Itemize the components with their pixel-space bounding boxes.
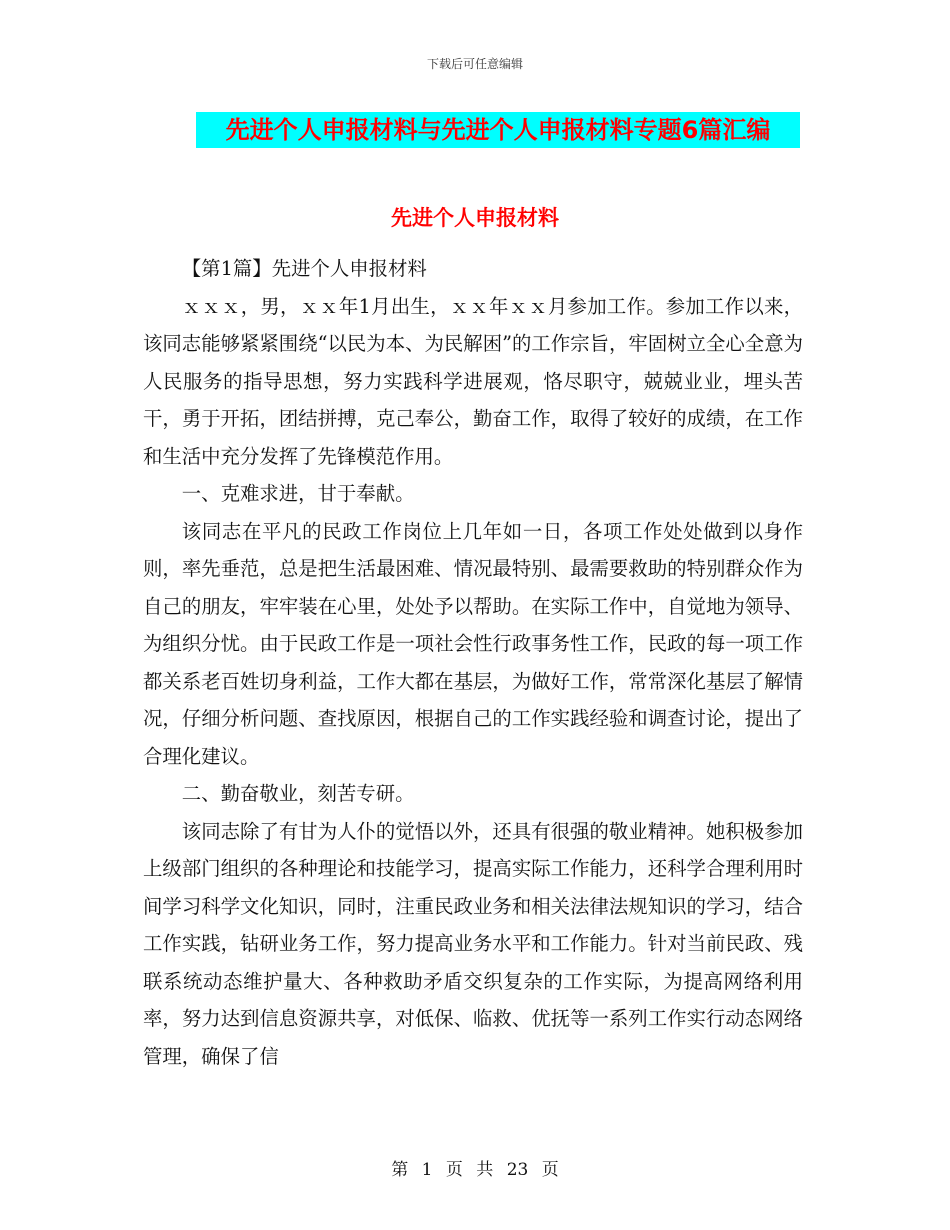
footer-label-total: 共: [476, 1160, 494, 1180]
page-footer: [0, 1155, 950, 1180]
section-heading: 一、克难求进，甘于奉献。: [181, 482, 415, 505]
footer-label-unit: 页: [445, 1160, 463, 1180]
paragraph: 该同志除了有甘为人仆的觉悟以外，还具有很强的敬业精神。她积极参加上级部门组织的各种理论和技能学习，提高实际工作能力，还科学合理利用时间学习科学文化知识，同时，注重民政业务和相关法律法规知识的学习，结合工作实践，钻研业务工作，努力提高业务水平和工作能力。针对当前民政、残联系统动态维护量大、各种救助矛盾交织复杂的工作实际，为提高网络利用率，努力达到信息资源共享，对低保、临救、优抚等一系列工作实行动态网络管理，确保了信: [143, 819, 803, 1068]
section-title: 先进个人申报材料: [391, 206, 559, 230]
paragraph: 该同志在平凡的民政工作岗位上几年如一日，各项工作处处做到以身作则，率先垂范，总是把生活最困难、情况最特别、最需要救助的特别群众作为自己的朋友，牢牢装在心里，处处予以帮助。在实际工作中，自觉地为领导、为组织分忧。由于民政工作是一项社会性行政事务性工作，民政的每一项工作都关系老百姓切身利益，工作大都在基层，为做好工作，常常深化基层了解情况，仔细分析问题、查找原因，根据自己的工作实践经验和调查讨论，提出了合理化建议。: [143, 519, 803, 768]
document-body: [143, 250, 803, 1075]
header-note: 下载后可任意编辑: [426, 57, 523, 71]
paragraph: ｘｘｘ，男，ｘｘ年1月出生，ｘｘ年ｘｘ月参加工作。参加工作以来，该同志能够紧紧围绕“以民为本、为民解困”的工作宗旨，牢固树立全心全意为人民服务的指导思想，努力实践科学进展观，恪尽职守，兢兢业业，埋头苦干，勇于开拓，团结拼搏，克己奉公，勤奋工作，取得了较好的成绩，在工作和生活中充分发挥了先锋模范作用。: [143, 294, 803, 468]
footer-label-unit2: 页: [541, 1160, 559, 1180]
footer-label-page: 第: [391, 1160, 409, 1180]
section-heading: 二、勤奋敬业，刻苦专研。: [181, 782, 415, 805]
total-pages-number: 23: [506, 1160, 529, 1180]
main-title: 先进个人申报材料与先进个人申报材料专题6篇汇编: [196, 112, 800, 148]
chapter-heading: 【第1篇】先进个人申报材料: [181, 257, 427, 280]
current-page-number: 1: [421, 1160, 433, 1180]
